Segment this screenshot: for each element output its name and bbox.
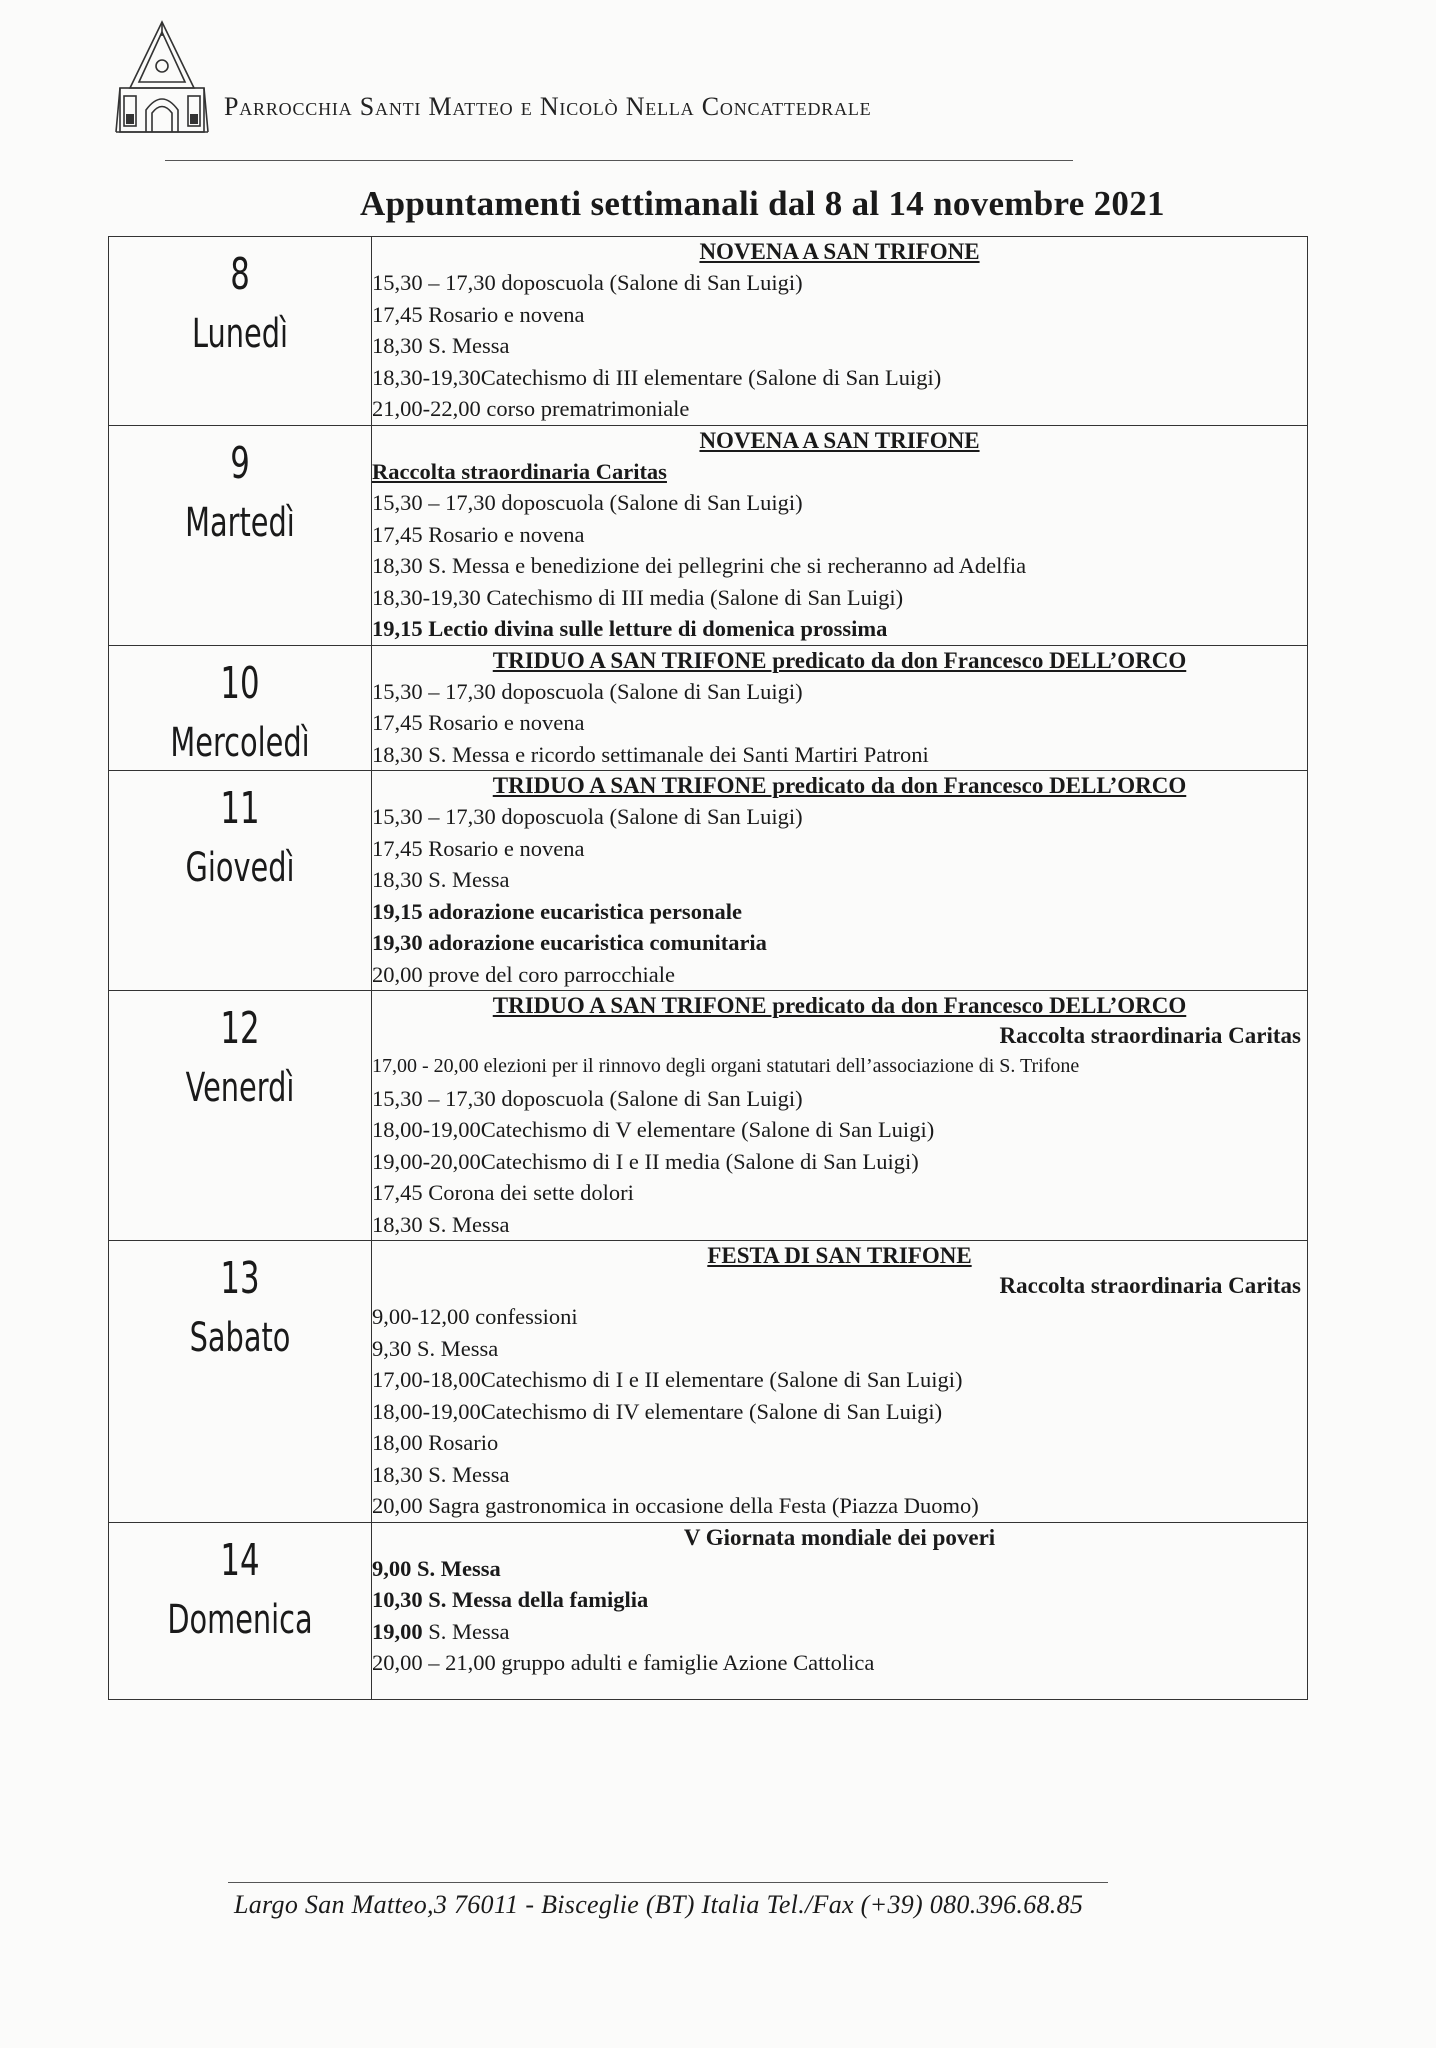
activity-line: 9,00 S. Messa (372, 1555, 501, 1581)
activity-line: 20,00 Sagra gastronomica in occasione della Festa (Piazza Duomo) (372, 1493, 979, 1518)
day-number: 10 (220, 657, 260, 709)
activity-line: 19,15 Lectio divina sulle letture di domenica prossima (372, 616, 888, 641)
activity-line: 15,30 – 17,30 doposcuola (Salone di San Luigi) (372, 270, 803, 295)
day-row (109, 1241, 1308, 1523)
day-cell (109, 991, 372, 1241)
day-row (109, 237, 1308, 426)
weekly-schedule-table (108, 236, 1308, 1700)
day-cell (109, 771, 372, 991)
day-row (109, 771, 1308, 991)
activities-cell (372, 237, 1308, 426)
activity-line: 18,30 S. Messa (372, 333, 510, 358)
activity-line: 18,30 S. Messa e benedizione dei pellegrini che si recheranno ad Adelfia (372, 553, 1027, 578)
event-heading: TRIDUO A SAN TRIFONE predicato da don Francesco DELL’ORCO (492, 773, 1187, 798)
activity-line: 18,00-19,00Catechismo di V elementare (Salone di San Luigi) (372, 1117, 935, 1142)
day-number: 9 (230, 437, 250, 489)
caritas-note: Raccolta straordinaria Caritas (999, 1273, 1301, 1298)
activity-line: 15,30 – 17,30 doposcuola (Salone di San Luigi) (372, 1085, 803, 1111)
event-heading: TRIDUO A SAN TRIFONE predicato da don Francesco DELL’ORCO (492, 647, 1187, 673)
activity-line: 17,00 - 20,00 elezioni per il rinnovo degli organi statutari dell’associazione di S. Trifone (372, 1055, 1080, 1077)
event-heading: NOVENA A SAN TRIFONE (699, 239, 980, 264)
activity-line: 18,30 S. Messa (372, 1461, 510, 1487)
activities-cell (372, 771, 1308, 991)
footer-address: Largo San Matteo,3 76011 - Bisceglie (BT) Italia Tel./Fax (+39) 080.396.68.85 (234, 1890, 1084, 1919)
day-number: 12 (220, 1003, 260, 1054)
header-divider (165, 160, 1073, 161)
church-logo-icon (112, 18, 212, 136)
event-heading: FESTA DI SAN TRIFONE (707, 1243, 972, 1268)
day-name: Lunedì (191, 311, 289, 357)
activity-line: 20,00 – 21,00 gruppo adulti e famiglie Azione Cattolica (372, 1650, 875, 1675)
activities-cell (372, 1241, 1308, 1523)
day-row (109, 991, 1308, 1241)
day-name: Domenica (167, 1596, 313, 1643)
activity-line: 18,00 Rosario (372, 1430, 499, 1455)
day-name: Giovedì (185, 845, 295, 891)
activity-line: 9,00-12,00 confessioni (372, 1304, 578, 1329)
activity-line: 18,30-19,30Catechismo di III elementare (Salone di San Luigi) (372, 364, 942, 390)
activities-cell (372, 425, 1308, 645)
activity-line: 18,30 S. Messa e ricordo settimanale dei Santi Martiri Patroni (372, 741, 929, 767)
activity-line: 9,30 S. Messa (372, 1335, 499, 1361)
day-name: Venerdì (185, 1065, 295, 1111)
day-number: 14 (220, 1534, 260, 1586)
day-number: 8 (230, 249, 250, 300)
activity-time: 19,00 (372, 1618, 423, 1644)
day-row (109, 425, 1308, 645)
activity-line: 15,30 – 17,30 doposcuola (Salone di San Luigi) (372, 678, 803, 704)
activity-line: 19,15 adorazione eucaristica personale (372, 898, 742, 924)
footer-divider (228, 1882, 1108, 1883)
activities-cell (372, 1522, 1308, 1699)
activity-line: 18,30 S. Messa (372, 1211, 510, 1237)
activity-line: 17,45 Rosario e novena (372, 835, 585, 861)
activity-line: 10,30 S. Messa della famiglia (372, 1587, 649, 1612)
day-cell (109, 1241, 372, 1523)
activity-line (372, 1616, 1307, 1648)
activity-line: 19,00-20,00Catechismo di I e II media (Salone di San Luigi) (372, 1148, 919, 1174)
activity-line: 20,00 prove del coro parrocchiale (372, 961, 675, 987)
activity-text: S. Messa (422, 1618, 510, 1644)
caritas-note: Raccolta straordinaria Caritas (372, 458, 667, 484)
activity-line: 18,30-19,30 Catechismo di III media (Salone di San Luigi) (372, 584, 904, 610)
page-title: Appuntamenti settimanali dal 8 al 14 novembre 2021 (360, 184, 1165, 223)
activity-line: 18,00-19,00Catechismo di IV elementare (Salone di San Luigi) (372, 1398, 943, 1424)
parish-name: Parrocchia Santi Matteo e Nicolò Nella Concattedrale (224, 92, 872, 121)
activity-line: 17,00-18,00Catechismo di I e II elementare (Salone di San Luigi) (372, 1367, 963, 1392)
day-row (109, 1522, 1308, 1699)
day-name: Mercoledì (170, 719, 310, 766)
day-cell (109, 1522, 372, 1699)
day-number: 11 (220, 783, 260, 834)
activities-cell (372, 645, 1308, 771)
activity-line: 17,45 Corona dei sette dolori (372, 1180, 634, 1205)
day-cell (109, 425, 372, 645)
activity-line: 17,45 Rosario e novena (372, 301, 585, 327)
activity-line: 17,45 Rosario e novena (372, 521, 585, 547)
activities-cell (372, 991, 1308, 1241)
day-name: Sabato (189, 1315, 291, 1361)
activity-line: 15,30 – 17,30 doposcuola (Salone di San Luigi) (372, 804, 803, 829)
event-heading: NOVENA A SAN TRIFONE (699, 427, 980, 453)
day-number: 13 (220, 1253, 260, 1304)
day-name: Martedì (185, 499, 295, 546)
day-row (109, 645, 1308, 771)
event-heading: TRIDUO A SAN TRIFONE predicato da don Francesco DELL’ORCO (492, 993, 1187, 1018)
event-heading: V Giornata mondiale dei poveri (683, 1524, 996, 1550)
activity-line: 19,30 adorazione eucaristica comunitaria (372, 930, 767, 955)
activity-line: 21,00-22,00 corso prematrimoniale (372, 396, 690, 421)
activity-line: 15,30 – 17,30 doposcuola (Salone di San Luigi) (372, 490, 803, 515)
day-cell (109, 237, 372, 426)
activity-line: 17,45 Rosario e novena (372, 710, 585, 735)
activity-line: 18,30 S. Messa (372, 867, 510, 892)
caritas-note: Raccolta straordinaria Caritas (999, 1023, 1301, 1048)
day-cell (109, 645, 372, 771)
